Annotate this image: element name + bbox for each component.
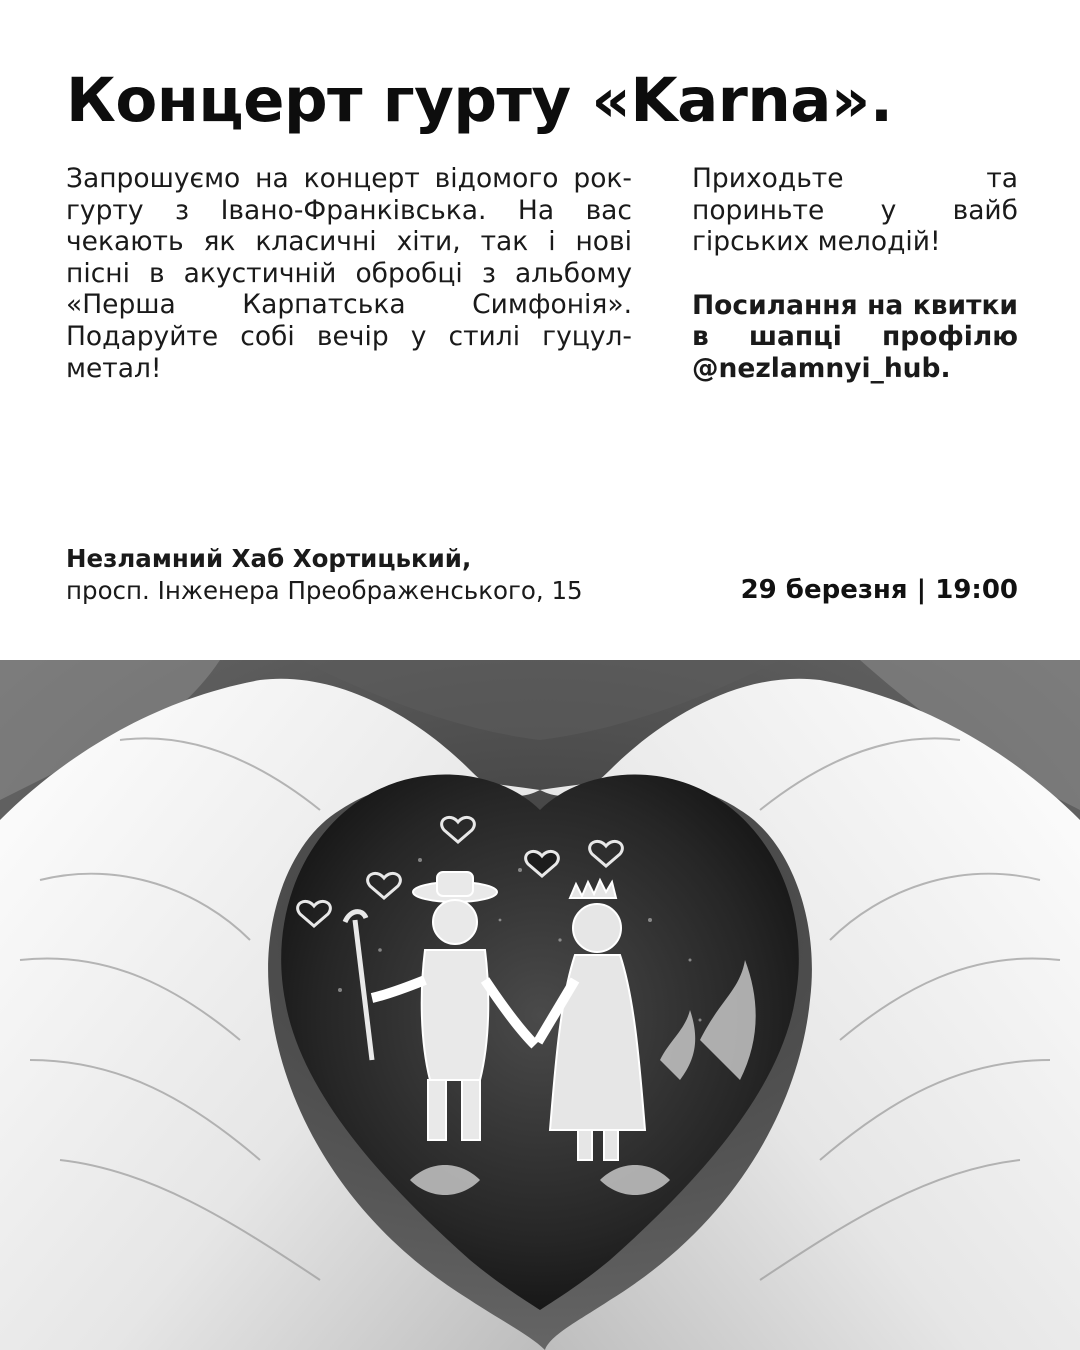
invite-text: Приходьте та пориньте у вайб гірських мелодій! bbox=[692, 163, 1018, 258]
venue-name: Незламний Хаб Хортицький, bbox=[66, 544, 472, 573]
event-date: 29 березня bbox=[740, 575, 908, 605]
poster-title: Концерт гурту «Karna». bbox=[66, 65, 893, 136]
instagram-handle[interactable]: @nezlamnyi_hub. bbox=[692, 352, 951, 384]
concert-description: Запрошуємо на концерт відомого рок-гурту з Івано-Франківська. На вас чекають як класичні хіти, так і нові пісні в акустичній обробці з альбому «Перша Карпатська Симфонія». Подаруйте собі вечір у стилі гуцул-метал! bbox=[66, 163, 632, 384]
tickets-text: Посилання на квитки в шапці профілю bbox=[692, 289, 1018, 353]
venue-address: просп. Інженера Преображенського, 15 bbox=[66, 575, 583, 605]
event-datetime bbox=[741, 574, 1018, 606]
tickets-info bbox=[692, 290, 1018, 385]
heart-illustration bbox=[0, 660, 1080, 1350]
event-time: 19:00 bbox=[935, 575, 1018, 605]
right-column bbox=[692, 163, 1018, 385]
heart-artwork bbox=[0, 660, 1080, 1350]
datetime-separator: | bbox=[916, 575, 927, 605]
poster-text-area bbox=[0, 0, 1080, 660]
venue-info bbox=[66, 543, 686, 606]
